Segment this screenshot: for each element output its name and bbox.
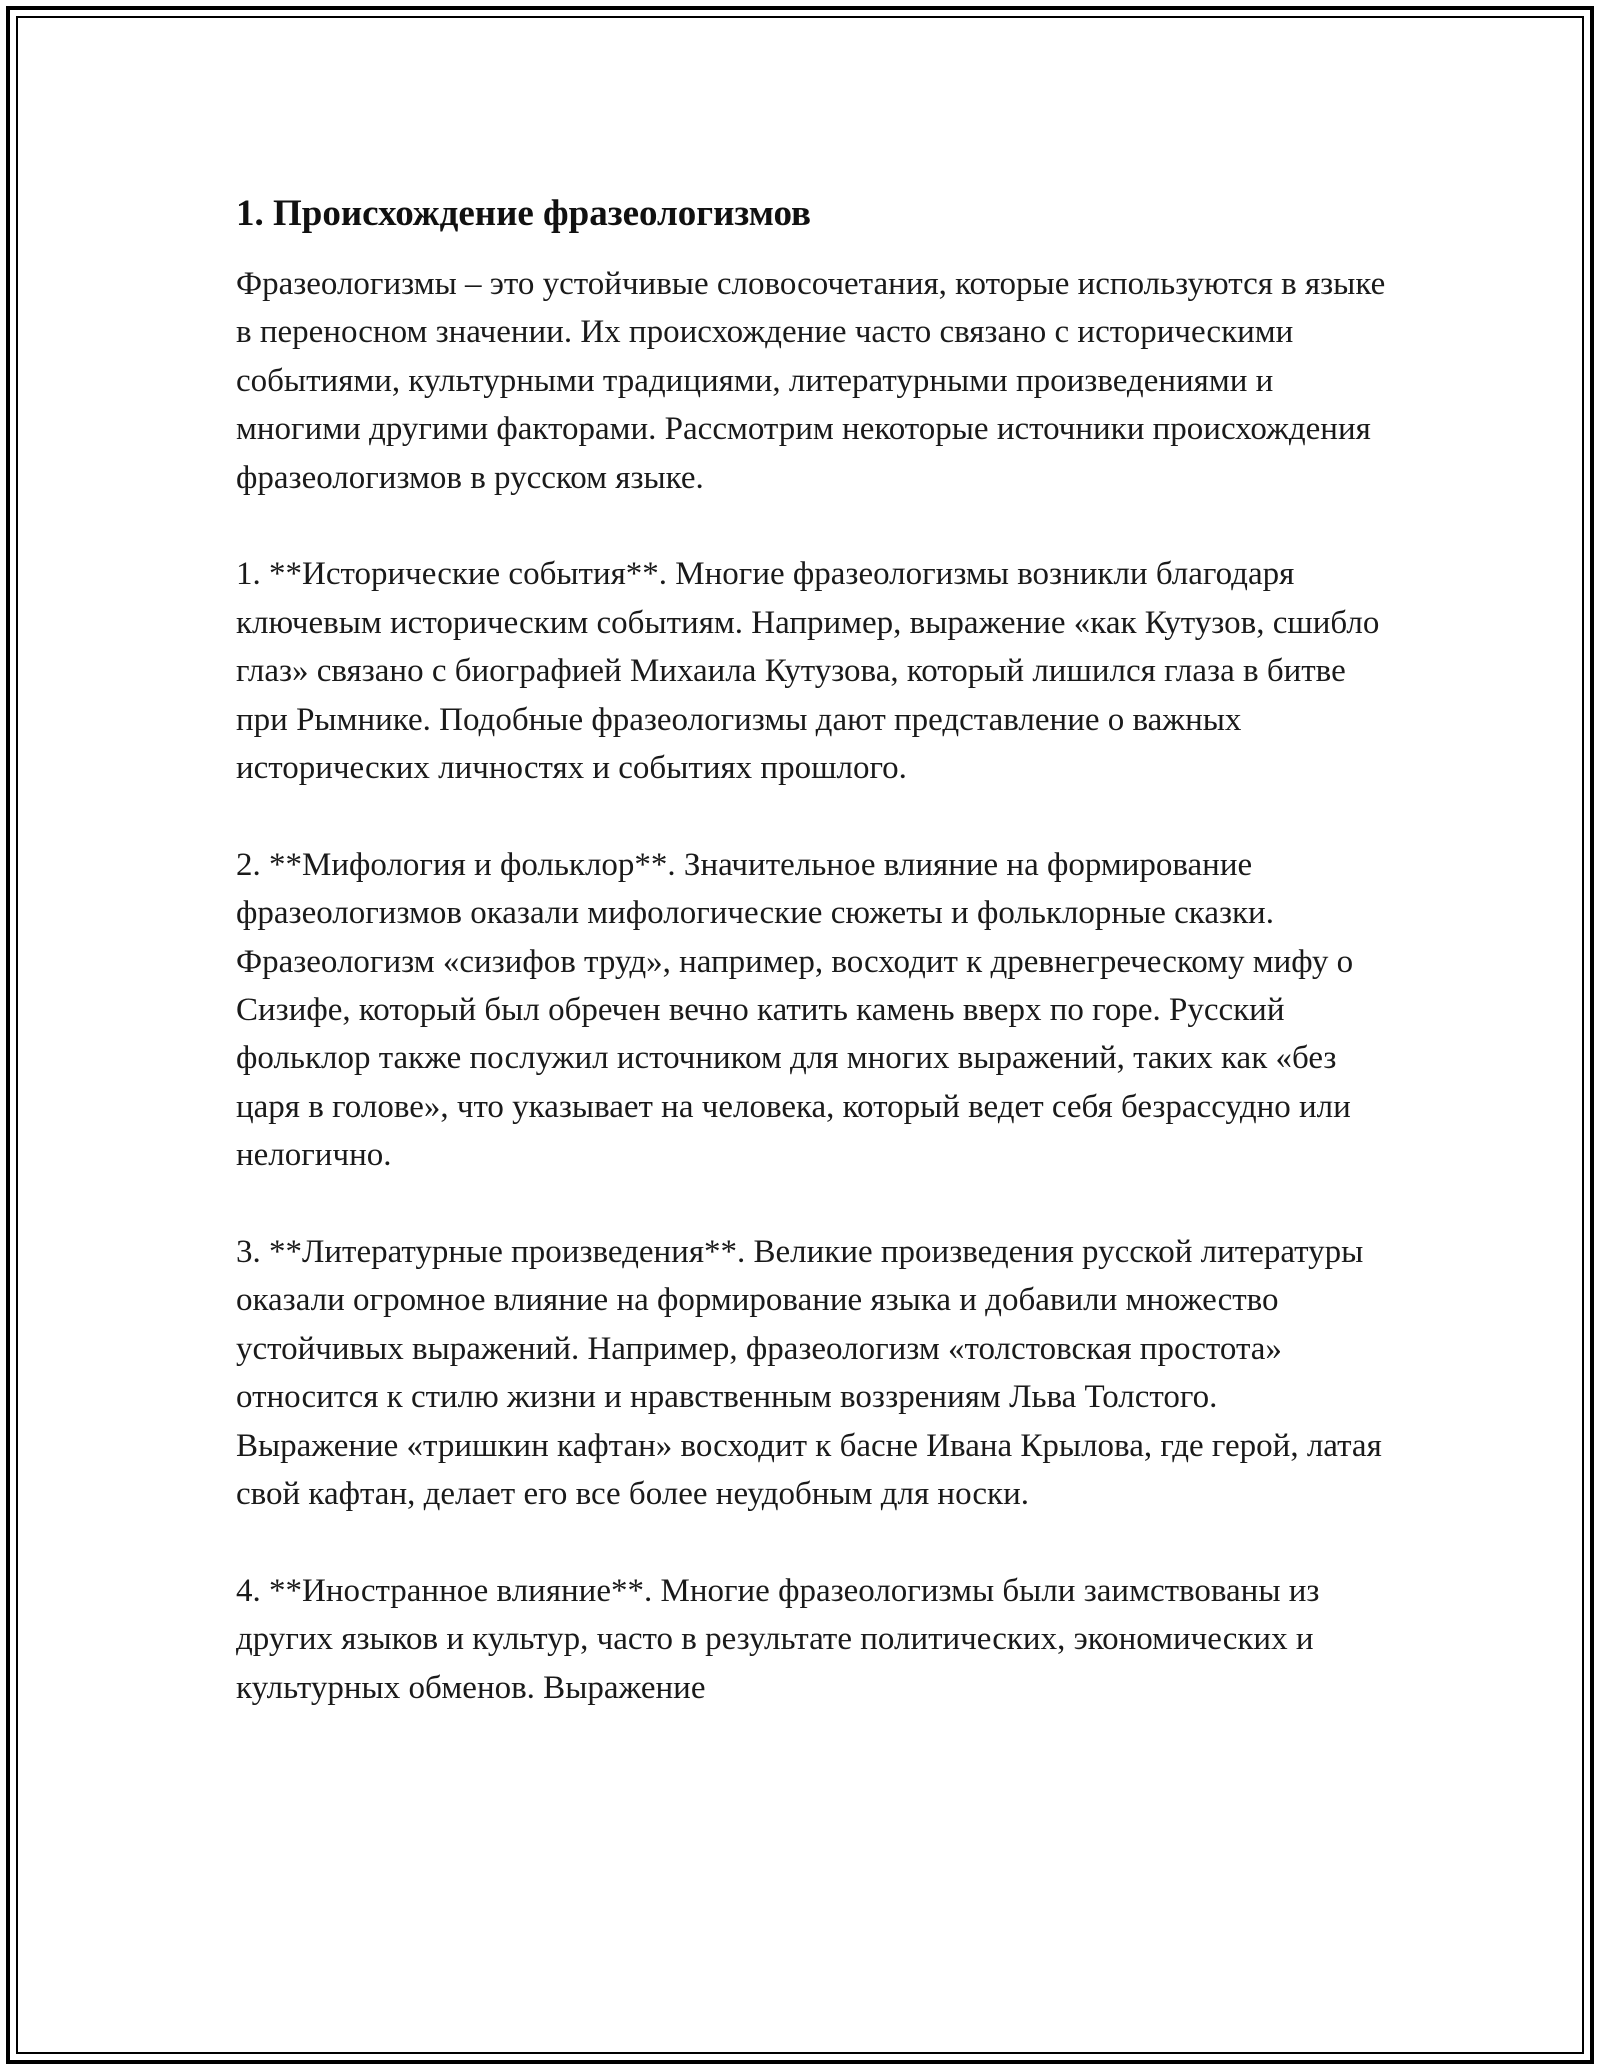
paragraph-foreign-influence: 4. **Иностранное влияние**. Многие фразеологизмы были заимствованы из других языков и культур, часто в результате политических, экономических и культурных обменов. Выражение <box>236 1572 1320 1706</box>
intro-paragraph: Фразеологизмы – это устойчивые словосочетания, которые используются в языке в переносном значении. Их происхождение часто связано с историческими событиями, культурными традициями, литературными произведениями и многими другими факторами. Рассмотрим некоторые источники происхождения фразеологизмов в русском языке. <box>236 266 1386 496</box>
section-heading: 1. Происхождение фразеологизмов <box>236 193 812 234</box>
paragraph-literary-works: 3. **Литературные произведения**. Великие произведения русской литературы оказали огромное влияние на формирование языка и добавили множество устойчивых выражений. Например, фразеологизм «толстовская простота» относится к стилю жизни и нравственным воззрениям Льва Толстого. Выражение «тришкин кафтан» восходит к басне Ивана Крылова, где герой, латая свой кафтан, делает его все более неудобным для носки. <box>236 1234 1382 1513</box>
paragraph-historical-events: 1. **Исторические события**. Многие фразеологизмы возникли благодаря ключевым историческим событиям. Например, выражение «как Кутузов, сшибло глаз» связано с биографией Михаила Кутузова, который лишился глаза в битве при Рымнике. Подобные фразеологизмы дают представление о важных исторических личностях и событиях прошлого. <box>236 556 1380 787</box>
paragraph-mythology-folklore: 2. **Мифология и фольклор**. Значительное влияние на формирование фразеологизмов оказали мифологические сюжеты и фольклорные сказки. Фразеологизм «сизифов труд», например, восходит к древнегреческому мифу о Сизифе, который был обречен вечно катить камень вверх по горе. Русский фольклор также послужил источником для многих выражений, таких как «без царя в голове», что указывает на человека, который ведет себя безрассудно или нелогично. <box>236 846 1354 1174</box>
document-body <box>236 190 1386 1712</box>
